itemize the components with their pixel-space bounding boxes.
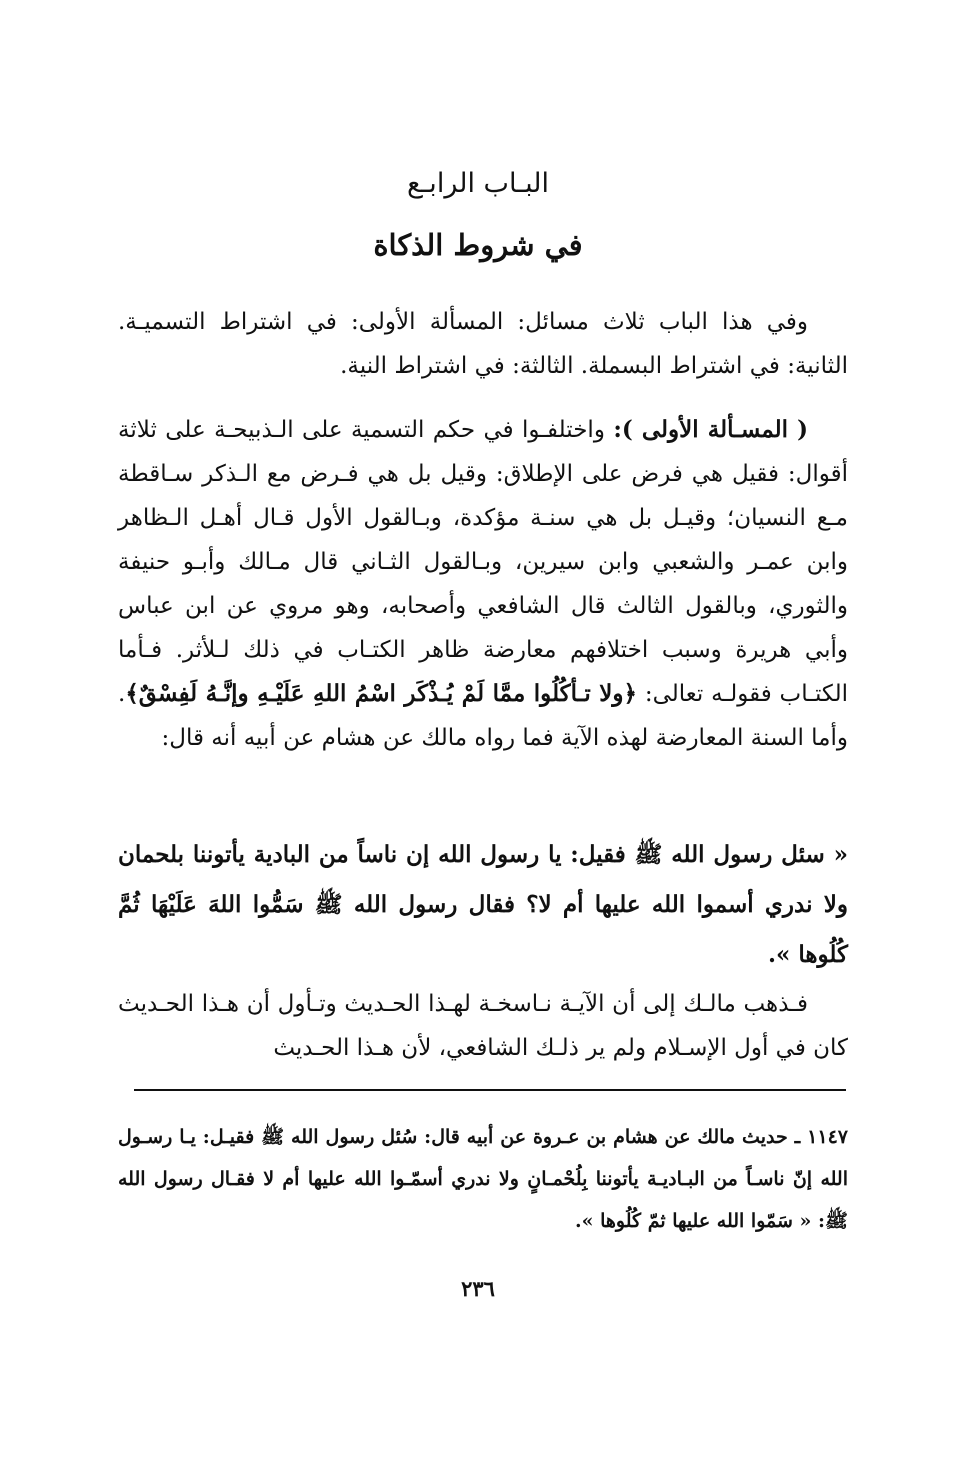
main-paragraph [118, 408, 848, 760]
after-verse-text: . وأما السنة المعارضة لهذه الآية فما رواه مالك عن هشام عن أبيه أنه قال: [118, 681, 848, 751]
main-paragraph-text: واختلفـوا في حكم التسمية على الـذبيحـة على ثلاثة أقوال: فقيل هي فرض على الإطلاق: وقيل بل هي فـرض مع الـذكر سـاقطة مـع النسيان؛ وقيـل بل هي سنـة مؤكدة، وبـالقول الأول قـال أهـل الـظاهر وابن عمـر والشعبي وابن سيرين، وبـالقول الثـاني قال مـالك وأبـو حنيفة والثوري، وبالقول الثالث قال الشافعي وأصحابه، وهو مروي عن ابن عباس وأبي هريرة وسبب اختلافهم معارضة ظاهر الكتـاب في ذلك لـلأثر. [118, 417, 849, 663]
intro-paragraph: وفي هذا الباب ثلاث مسائل: المسألة الأولى: في اشتراط التسميـة. الثانية: في اشتراط البسملة. الثالثة: في اشتراط النية. [118, 309, 848, 379]
chapter-title: في شروط الذكاة [373, 228, 583, 262]
hadith-quote: « سئل رسول الله ﷺ فقيل: يا رسول الله إن ناساً من البادية يأتوننا بلحمان ولا ندري أسموا الله عليها أم لا؟ فقال رسول الله ﷺ سَمُّوا اللهَ عَلَيْهَا ثُمَّ كُلُوها ». [118, 841, 848, 968]
question-heading: ( المسـألة الأولى ): [613, 416, 809, 443]
footnote-divider [134, 1089, 846, 1091]
page-number: ٢٣٦ [461, 1276, 495, 1301]
chapter-label: البـاب الرابـع [407, 168, 549, 199]
quran-verse: ﴿ولا تـأكُلُوا ممَّا لَمْ يُـذْكَر اسْمُ اللهِ عَلَيْـهِ وإنَّـهُ لَفِسْقٌ﴾ [125, 680, 638, 707]
footnote: ١١٤٧ ـ حديث مالك عن هشام بن عـروة عن أبيه قال: سُئل رسول الله ﷺ فقيـل: يـا رسـول الله إنّ ناسـاً من البـاديـة يأتوننا بِلُحْمـانٍ ولا ندري أسمّـوا الله عليها أم لا فقـال رسول الله ﷺ: « سَمّوا الله عليها ثمّ كُلُوها ». [118, 1126, 848, 1232]
quran-intro: فـأما الكتـاب فقولـه تعالى: [118, 637, 848, 707]
after-hadith-paragraph: فـذهب مالـك إلى أن الآيـة نـاسخـة لهـذا الحـديث وتـأول أن هـذا الحـديث كان في أول الإسـلام ولم ير ذلـك الشافعي، لأن هـذا الحـديث [118, 991, 848, 1061]
